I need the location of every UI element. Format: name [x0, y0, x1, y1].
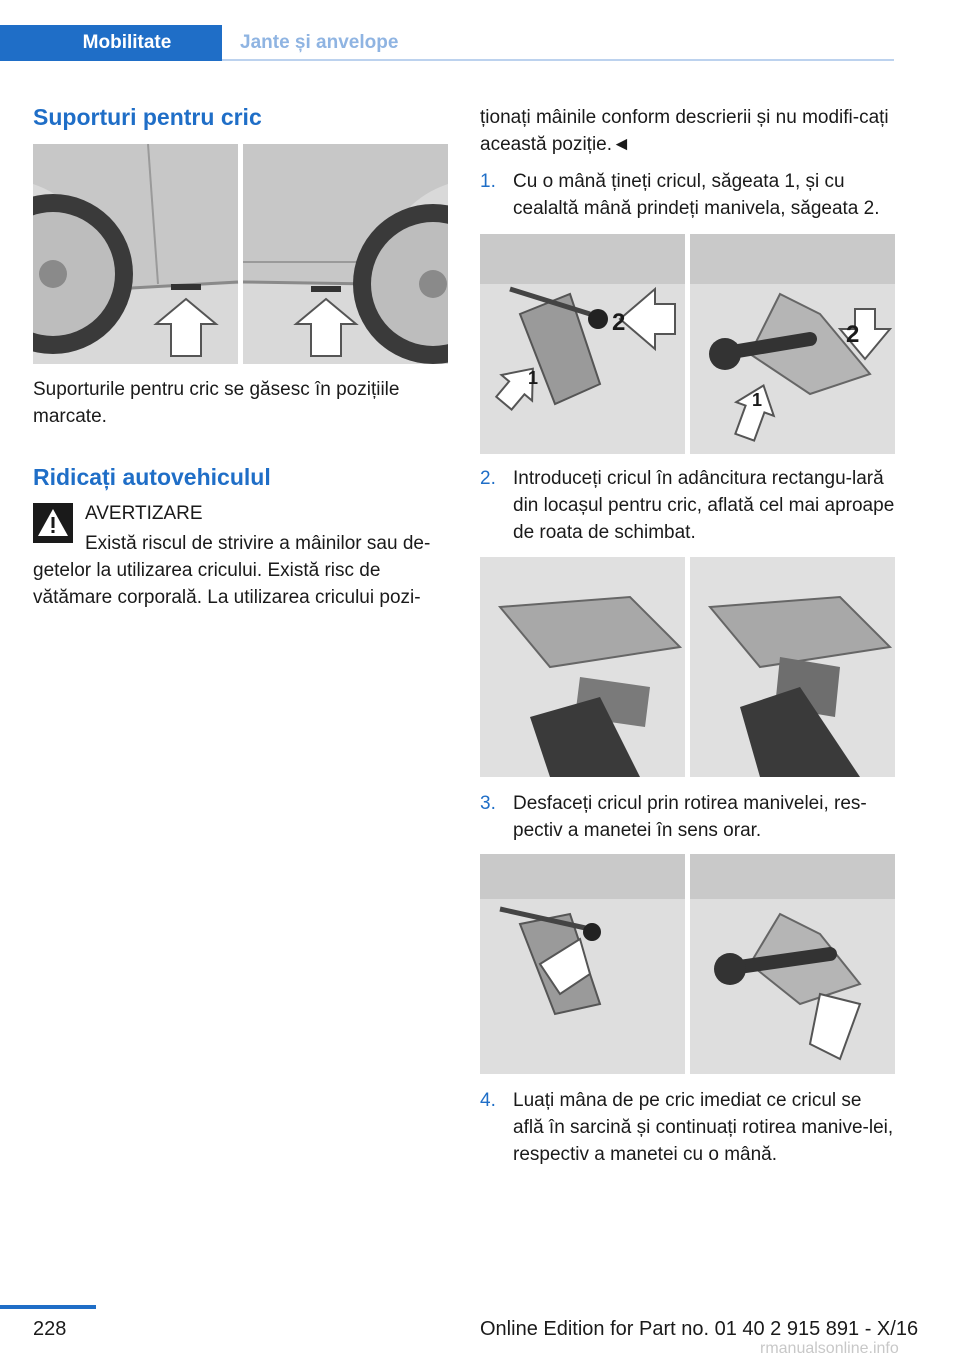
warning-text: getelor la utilizarea cricului. Există risc de vătămare corporală. La utilizarea cricului pozi-: [33, 560, 421, 608]
section-title-ridicati: Ridicați autovehiculul: [33, 464, 271, 490]
warning-continuation: ționați mâinile conform descrierii și nu modifi-cați această poziție.◄: [480, 107, 889, 155]
step-4-text: Luați mâna de pe cric imediat ce cricul se află în sarcină și continuați rotirea manive-lei, respectiv a manetei cu o mână.: [513, 1090, 894, 1165]
step-1-text: Cu o mână țineți cricul, săgeata 1, și cu cealaltă mână prindeți manivela, săgeata 2.: [513, 171, 880, 219]
step-1-number: 1.: [480, 171, 496, 192]
edition-info: Online Edition for Part no. 01 40 2 915 891 - X/16: [480, 1318, 919, 1340]
header-tab-jante-anvelope[interactable]: Jante și anvelope: [240, 32, 399, 53]
step-4-number: 4.: [480, 1090, 496, 1111]
page-number: 228: [33, 1318, 67, 1340]
figure-jack-unfold: [480, 854, 895, 1074]
watermark: rmanualsonline.info: [760, 1340, 899, 1357]
step-3-number: 3.: [480, 793, 496, 814]
footer-accent-line: [0, 1305, 96, 1309]
warning-text-line1: Există riscul de strivire a mâinilor sau de-: [85, 533, 431, 554]
figure-jack-insert: [480, 557, 895, 777]
step-2-number: 2.: [480, 468, 496, 489]
svg-text:1: 1: [528, 368, 539, 388]
step-3-text: Desfaceți cricul prin rotirea manivelei, res-pectiv a manetei în sens orar.: [513, 793, 867, 841]
warning-icon: [33, 503, 73, 548]
svg-text:2: 2: [846, 321, 860, 348]
svg-text:1: 1: [752, 390, 763, 410]
header-divider: [222, 59, 894, 61]
figure-jack-points: [33, 144, 448, 364]
section-title-suporturi: Suporturi pentru cric: [33, 104, 262, 130]
svg-text:2: 2: [612, 309, 626, 336]
header-tab-mobilitate[interactable]: Mobilitate: [0, 25, 222, 61]
figure-jack-handle: [480, 234, 895, 454]
caption-jack-points: Suporturile pentru cric se găsesc în pozițiile marcate.: [33, 379, 400, 427]
warning-label: AVERTIZARE: [85, 503, 203, 524]
step-2-text: Introduceți cricul în adâncitura rectangu-lară din locașul pentru cric, aflată cel mai aproape de roata de schimbat.: [513, 468, 895, 543]
